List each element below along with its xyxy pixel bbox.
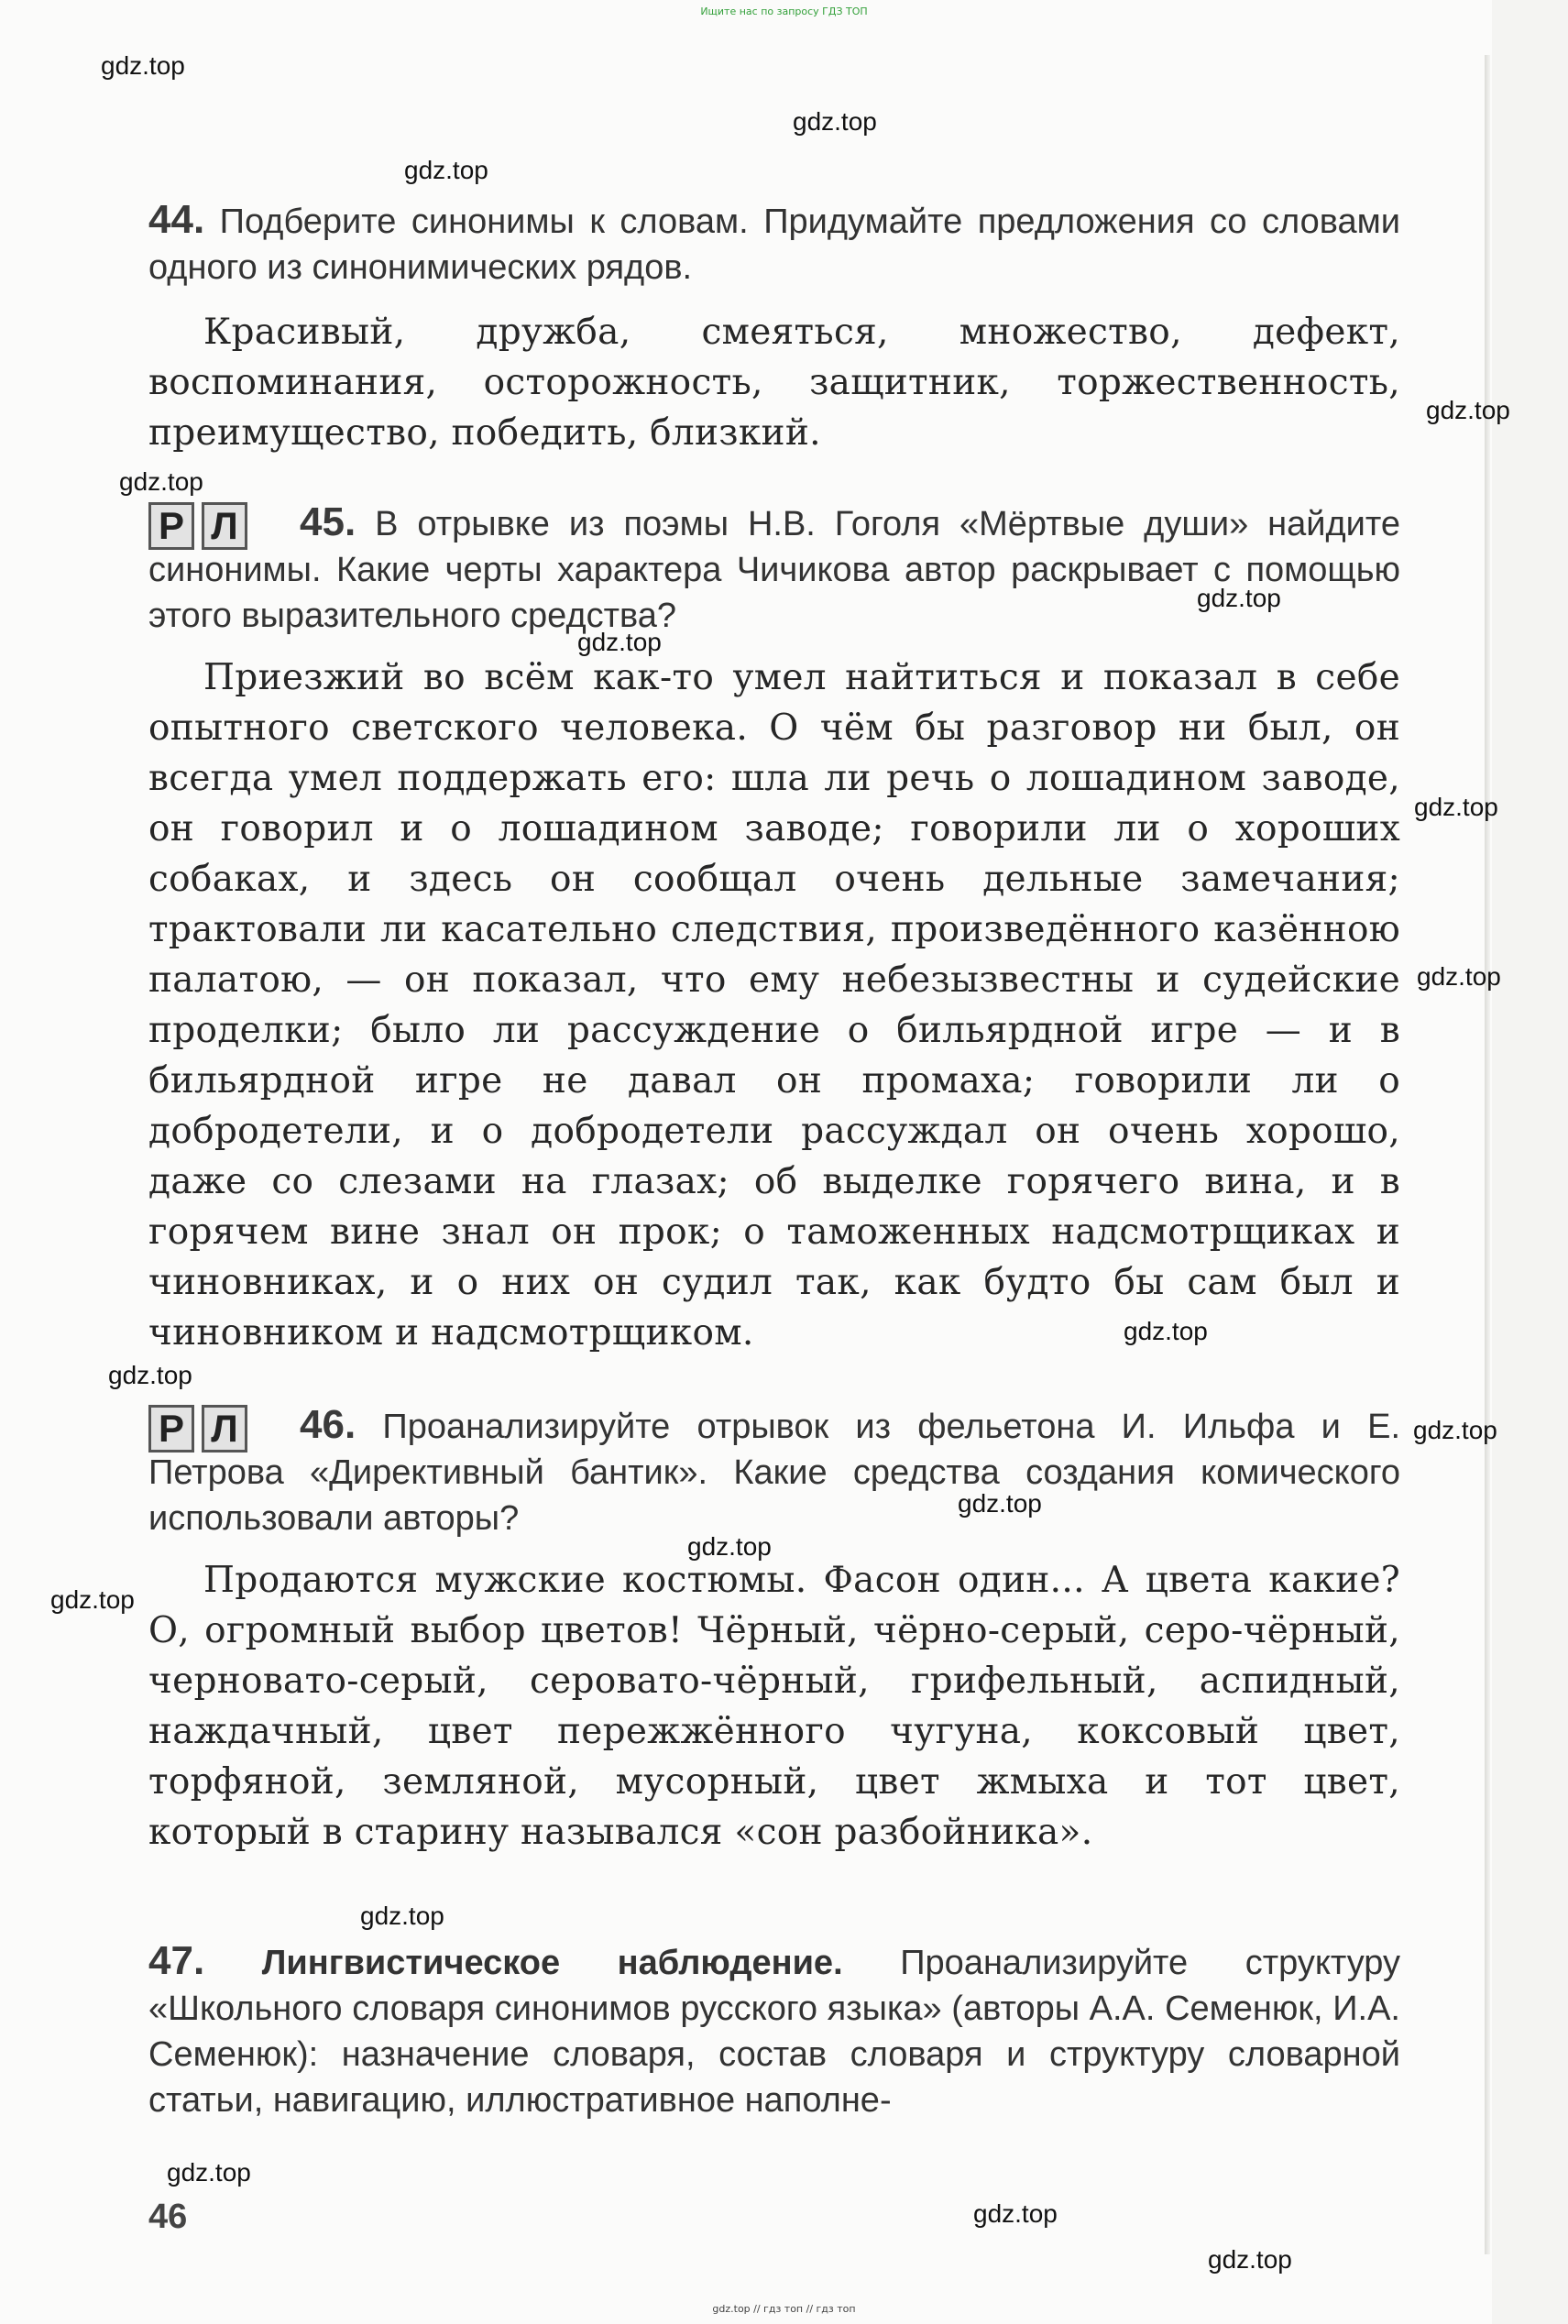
task-44-instruction — [148, 197, 1400, 290]
watermark: gdz.top — [973, 2199, 1058, 2228]
watermark: gdz.top — [1413, 1416, 1497, 1444]
watermark: gdz.top — [1197, 584, 1281, 612]
task-number: 46. — [300, 1402, 356, 1447]
footer-note: gdz.top // гдз топ // гдз топ — [712, 2303, 856, 2315]
badge-l: Л — [202, 1405, 247, 1452]
task-number: 44. — [148, 197, 205, 242]
watermark: gdz.top — [108, 1361, 192, 1389]
badge-r: Р — [148, 1405, 194, 1452]
task-instruction-text: Проанализируйте структуру «Школьного словаря синонимов русского языка» (авторы А.А. Семенюк, И.А. Семенюк): назначение словаря, состав словаря и структуру словарной статьи, навигацию, иллюстративное наполне- — [148, 1944, 1401, 2120]
task-instruction-text: Подберите синонимы к словам. Придумайте предложения со словами одного из синонимических рядов. — [148, 203, 1401, 287]
watermark: gdz.top — [119, 467, 203, 496]
task-number: 45. — [300, 499, 356, 544]
task-number: 47. — [148, 1938, 205, 1983]
watermark: gdz.top — [360, 1902, 444, 1930]
badge-l: Л — [202, 502, 247, 550]
watermark: gdz.top — [958, 1489, 1042, 1518]
watermark: gdz.top — [793, 107, 877, 136]
page-number: 46 — [148, 2198, 188, 2236]
task-instruction-text: Проанализируйте отрывок из фельетона И. Ильфа и Е. Петрова «Директивный бантик». Какие средства создания комического использовали авторы? — [148, 1408, 1400, 1538]
watermark: gdz.top — [1124, 1317, 1208, 1345]
watermark: gdz.top — [101, 51, 185, 80]
watermark: gdz.top — [404, 156, 488, 184]
watermark: gdz.top — [1208, 2245, 1292, 2274]
task-45-text: Приезжий во всём как-то умел найтиться и показал в себе опытного светского человека. О чём бы разговор ни был, он всегда умел поддержать его: шла ли речь о лошадином заводе, он говорил и о лошадином заводе; говорили ли о хороших собаках, и здесь он сообщал очень дельные замечания; трактовали ли касательно следствия, произведённого казённою палатою, — он показал, что ему небезызвестны и судейские проделки; было ли рассуждение о бильярдной игре — и в бильярдной игре не давал он промаха; говорили ли о добродетели, и о добродетели рассуждал он очень хорошо, даже со слезами на глазах; об выделке горячего вина, и в горячем вине знал он прок; о таможенных надсмотрщиках и чиновниках, и о них он судил так, как будто бы сам был и чиновником и надсмотрщиком. — [148, 657, 1400, 1354]
header-note: Ищите нас по запросу ГДЗ ТОП — [700, 5, 868, 17]
task-47-instruction — [148, 1938, 1400, 2123]
task-45-instruction — [148, 499, 1400, 639]
watermark: gdz.top — [687, 1532, 772, 1561]
page-edge-shadow — [1485, 55, 1490, 2254]
badge-r: Р — [148, 502, 194, 550]
task-46-text: Продаются мужские костюмы. Фасон один... А цвета какие? О, огромный выбор цветов! Чёрный, чёрно-серый, серо-чёрный, черновато-серый, серовато-чёрный, грифельный, аспидный, наждачный, цвет пережжённого чугуна, коксовый цвет, торфяной, земляной, мусорный, цвет жмыха и тот цвет, который в старину назывался «сон разбойника». — [148, 1560, 1400, 1853]
watermark: gdz.top — [50, 1585, 135, 1614]
task-instruction-text: В отрывке из поэмы Н.В. Гоголя «Мёртвые души» найдите синонимы. Какие черты характера Чичикова автор раскрывает с помощью этого выразительного средства? — [148, 505, 1401, 635]
task-title: Лингвистическое наблюдение. — [261, 1944, 843, 1982]
task-44-text: Красивый, дружба, смеяться, множество, дефект, воспоминания, осторожность, защитник, торжественность, преимущество, победить, близкий. — [148, 312, 1400, 454]
watermark: gdz.top — [1417, 962, 1501, 991]
watermark: gdz.top — [577, 628, 662, 656]
watermark: gdz.top — [1426, 396, 1510, 424]
watermark: gdz.top — [167, 2158, 251, 2187]
watermark: gdz.top — [1414, 793, 1498, 821]
task-46-instruction — [148, 1402, 1400, 1541]
